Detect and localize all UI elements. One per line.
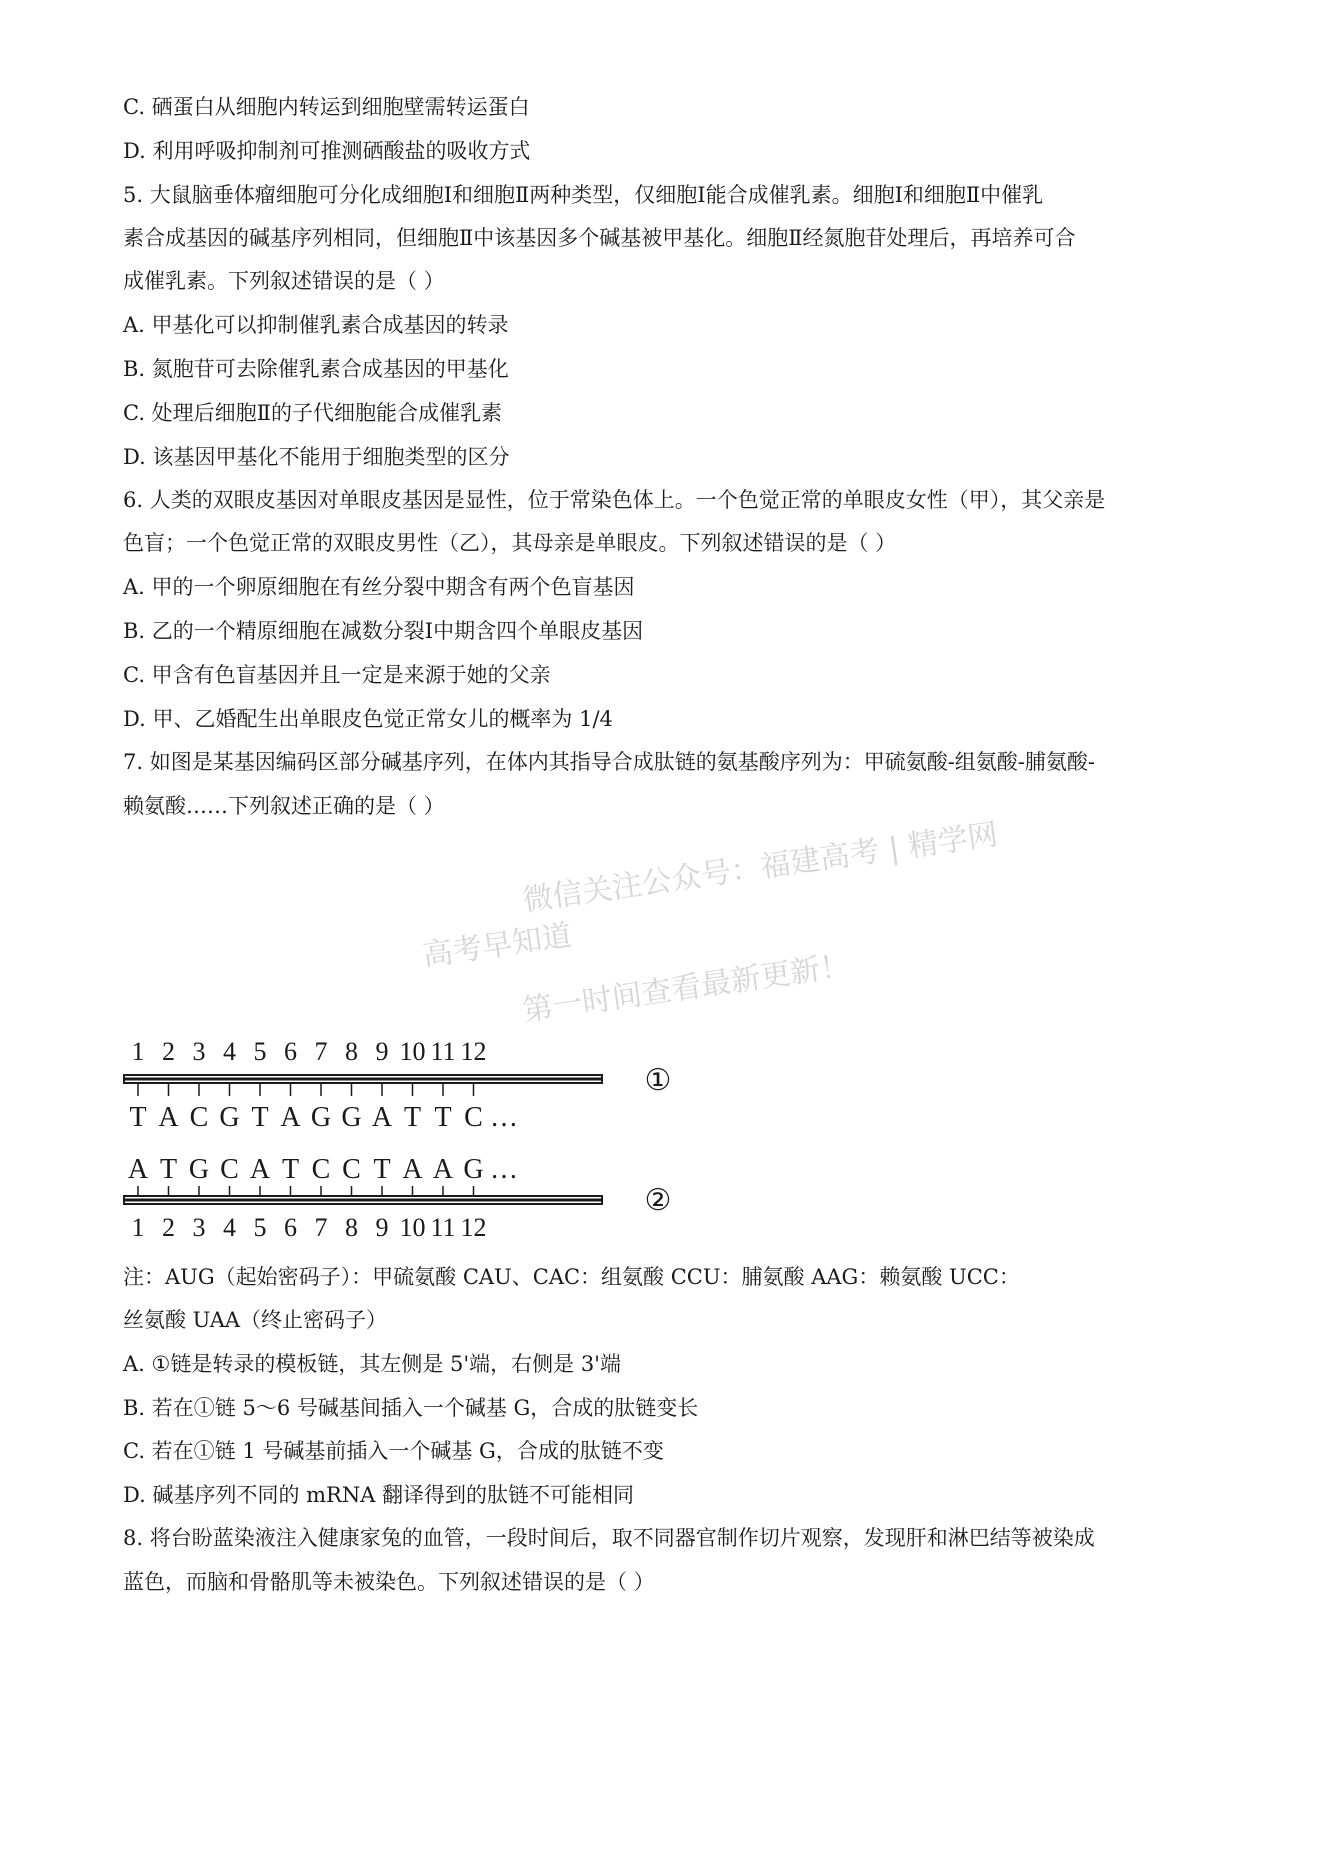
strand1-base: T (251, 1102, 269, 1133)
strand2-base: C (220, 1154, 239, 1185)
strand2-base: G (188, 1154, 210, 1185)
strand2-base: C (342, 1154, 361, 1185)
q5-line-3: 成催乳素。下列叙述错误的是（ ） (123, 269, 445, 293)
q7-note-line-1: 注：AUG（起始密码子）：甲硫氨酸 CAU、CAC：组氨酸 CCU：脯氨酸 AAG：赖氨酸 UCC： (123, 1265, 1020, 1289)
option-d-q4: D. 利用呼吸抑制剂可推测硒酸盐的吸收方式 (123, 139, 531, 163)
strand1-base: A (280, 1102, 301, 1133)
strand1-base: G (310, 1102, 332, 1133)
q7-option-b: B. 若在①链 5～6 号碱基间插入一个碱基 G，合成的肽链变长 (123, 1396, 699, 1420)
watermark-line-2: 高考早知道 (420, 918, 574, 974)
strand2-base: T (159, 1154, 178, 1185)
strand1-base: C (464, 1102, 483, 1133)
option-c-q4: C. 硒蛋白从细胞内转运到细胞壁需转运蛋白 (123, 95, 530, 119)
strand2-number: 5 (253, 1213, 267, 1242)
q6-option-a: A. 甲的一个卵原细胞在有丝分裂中期含有两个色盲基因 (123, 575, 635, 599)
strand1-number: 11 (430, 1037, 456, 1066)
strand2-number: 4 (223, 1213, 236, 1242)
q7-option-c: C. 若在①链 1 号碱基前插入一个碱基 G，合成的肽链不变 (123, 1439, 664, 1463)
strand1-number: 6 (284, 1037, 297, 1066)
q5-option-a: A. 甲基化可以抑制催乳素合成基因的转录 (123, 313, 509, 337)
q6-line-1: 6. 人类的双眼皮基因对单眼皮基因是显性，位于常染色体上。一个色觉正常的单眼皮女性（甲），其父亲是 (123, 488, 1106, 512)
strand2-base: … (490, 1154, 518, 1185)
q7-option-a: A. ①链是转录的模板链，其左侧是 5'端，右侧是 3'端 (123, 1352, 621, 1376)
strand2-label: ② (644, 1184, 672, 1217)
q6-option-d: D. 甲、乙婚配生出单眼皮色觉正常女儿的概率为 1/4 (123, 707, 613, 731)
strand1-base: … (490, 1102, 518, 1133)
strand1-number: 1 (131, 1037, 145, 1066)
strand2-number: 12 (460, 1213, 487, 1242)
q7-note-line-2: 丝氨酸 UAA（终止密码子） (123, 1308, 388, 1332)
q7-line-1: 7. 如图是某基因编码区部分碱基序列，在体内其指导合成肽链的氨基酸序列为：甲硫氨酸-组氨酸-脯氨酸- (123, 750, 1095, 774)
strand1-base: G (219, 1102, 240, 1133)
strand2-number: 7 (314, 1213, 328, 1242)
strand1-number: 10 (399, 1037, 426, 1066)
strand2-base: A (127, 1154, 149, 1185)
strand1-base: T (403, 1102, 422, 1133)
strand1-number: 3 (192, 1037, 206, 1066)
q6-line-2: 色盲；一个色觉正常的双眼皮男性（乙），其母亲是单眼皮。下列叙述错误的是（ ） (123, 531, 897, 555)
strand1-base: A (371, 1102, 393, 1133)
strand1-number: 4 (223, 1037, 236, 1066)
strand2-number: 8 (345, 1213, 358, 1242)
q5-line-2: 素合成基因的碱基序列相同，但细胞Ⅱ中该基因多个碱基被甲基化。细胞Ⅱ经氮胞苷处理后，再培养可合 (123, 226, 1076, 250)
q5-option-d: D. 该基因甲基化不能用于细胞类型的区分 (123, 445, 510, 469)
strand2-number: 2 (162, 1213, 175, 1242)
strand2-number: 10 (399, 1213, 426, 1242)
q8-line-1: 8. 将台盼蓝染液注入健康家兔的血管，一段时间后，取不同器官制作切片观察，发现肝和淋巴结等被染成 (123, 1526, 1095, 1550)
q5-option-b: B. 氮胞苷可去除催乳素合成基因的甲基化 (123, 357, 509, 381)
strand1-number: 7 (314, 1037, 328, 1066)
strand1-number: 8 (345, 1037, 358, 1066)
strand2-base: A (249, 1154, 271, 1185)
watermark-line-1: 微信关注公众号：福建高考 | 精学网 (520, 817, 1000, 919)
strand2-number: 6 (284, 1213, 297, 1242)
q5-line-1: 5. 大鼠脑垂体瘤细胞可分化成细胞Ⅰ和细胞Ⅱ两种类型，仅细胞Ⅰ能合成催乳素。细胞Ⅰ和细胞Ⅱ中催乳 (123, 183, 1044, 207)
strand2-base: T (281, 1154, 300, 1185)
q6-option-c: C. 甲含有色盲基因并且一定是来源于她的父亲 (123, 663, 551, 687)
strand1-label: ① (644, 1064, 672, 1097)
strand2-base: G (463, 1154, 484, 1185)
strand1-base: T (129, 1102, 147, 1133)
strand1-base: G (341, 1102, 362, 1133)
strand2-number: 9 (375, 1213, 389, 1242)
strand1-number: 12 (460, 1037, 487, 1066)
dna-sequence-figure (120, 1000, 680, 1250)
q7-option-d: D. 碱基序列不同的 mRNA 翻译得到的肽链不可能相同 (123, 1483, 635, 1507)
q6-option-b: B. 乙的一个精原细胞在减数分裂Ⅰ中期含四个单眼皮基因 (123, 619, 644, 643)
strand1-base: A (158, 1102, 179, 1133)
strand2-number: 1 (131, 1213, 145, 1242)
strand2-base: T (373, 1154, 391, 1185)
q7-line-2: 赖氨酸……下列叙述正确的是（ ） (123, 794, 445, 818)
strand1-number: 2 (162, 1037, 175, 1066)
strand1-number: 9 (375, 1037, 389, 1066)
strand1-number: 5 (253, 1037, 267, 1066)
q5-option-c: C. 处理后细胞Ⅱ的子代细胞能合成催乳素 (123, 401, 502, 425)
strand2-base: C (311, 1154, 331, 1185)
strand1-base: C (189, 1102, 209, 1133)
strand2-base: A (432, 1154, 454, 1185)
strand2-base: A (402, 1154, 423, 1185)
strand2-number: 11 (430, 1213, 456, 1242)
q8-line-2: 蓝色，而脑和骨骼肌等未被染色。下列叙述错误的是（ ） (123, 1570, 655, 1594)
watermark-line-3: 第一时间查看最新更新！ (520, 948, 853, 1029)
strand2-number: 3 (192, 1213, 206, 1242)
strand1-base: T (434, 1102, 452, 1133)
